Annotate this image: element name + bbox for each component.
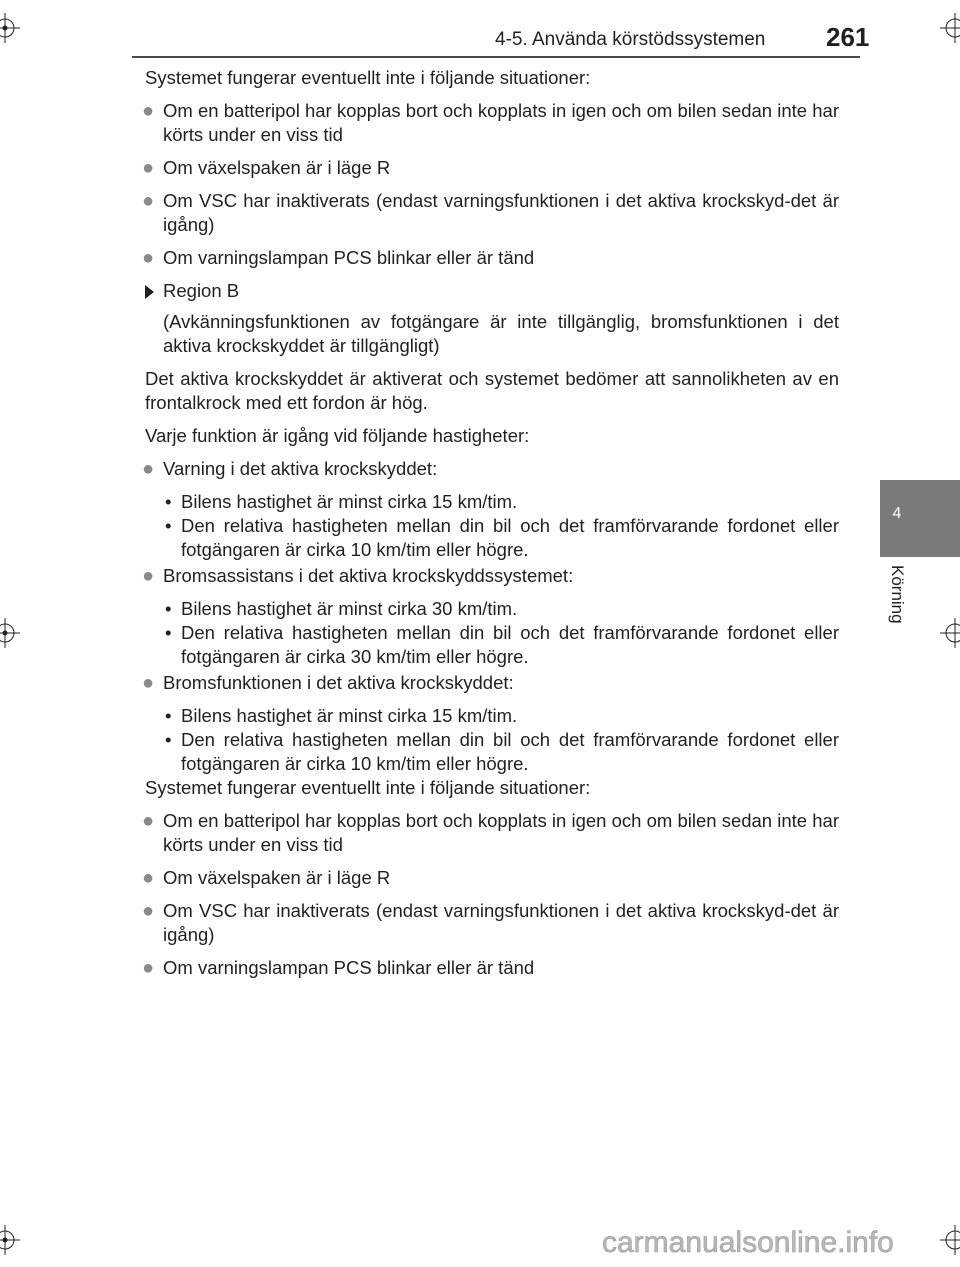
bullet-icon: ● [142,672,155,694]
function-item: ● Varning i det aktiva krockskyddet: [142,458,438,480]
bullet-icon: ● [142,867,155,889]
list-item: ● Om VSC har inaktiverats (endast varningsfunktionen i det aktiva krockskyd-det är igång) [142,900,839,945]
bullet-icon: ● [142,100,155,122]
description-paragraph: Det aktiva krockskyddet är aktiverat och systemet bedömer att sannolikheten av en frontalkrock med ett fordon är hög. [145,368,839,413]
main-content [142,66,839,989]
bullet-icon: ● [142,810,155,832]
section-title: 4-5. Använda körstödssystemen [495,29,766,50]
intro-paragraph: Systemet fungerar eventuellt inte i följande situationer: [145,67,591,88]
registration-mark-bottom-left [0,1225,20,1255]
bullet-icon: ● [142,190,155,212]
page-number: 261 [826,22,870,52]
bullet-icon: ● [142,957,155,979]
function-item: ● Bromsfunktionen i det aktiva krockskyddet: [142,672,514,694]
region-heading: Region B [145,279,839,303]
registration-mark-middle-right [940,618,960,648]
list-item: ● Om VSC har inaktiverats (endast varningsfunktionen i det aktiva krockskyd-det är igång) [142,190,839,235]
function-sublist [145,490,839,562]
svg-text:carmanualsonline.info: carmanualsonline.info [602,1226,894,1259]
registration-mark-middle-left [0,618,20,648]
speed-intro-paragraph: Varje funktion är igång vid följande hastigheter: [145,425,530,446]
header-divider [132,56,860,58]
list-item: ● Om växelspaken är i läge R [142,867,391,889]
sub-list-item: • Den relativa hastigheten mellan din bil och det framförvarande fordonet eller fotgängaren är cirka 30 km/tim eller högre. [165,622,839,667]
bullet-icon: ● [142,900,155,922]
sub-list-item: • Bilens hastighet är minst cirka 30 km/tim. [165,598,518,619]
list-item: ● Om en batteripol har kopplas bort och kopplats in igen och om bilen sedan inte har körts under en viss tid [142,100,839,145]
triangle-arrow-icon [145,285,154,299]
sub-list-item: • Den relativa hastigheten mellan din bil och det framförvarande fordonet eller fotgängaren är cirka 10 km/tim eller högre. [165,515,839,560]
sub-list-item: • Bilens hastighet är minst cirka 15 km/tim. [165,705,518,726]
chapter-tab-number: 4 [892,505,902,522]
sub-list-item: • Bilens hastighet är minst cirka 15 km/tim. [165,491,518,512]
watermark-logo [600,1222,935,1262]
list-item: ● Om växelspaken är i läge R [142,157,391,179]
registration-mark-top-right [940,13,960,43]
list-item: ● Om varningslampan PCS blinkar eller är tänd [142,247,535,269]
chapter-tab-label: Körning [888,565,907,624]
registration-mark-top-left [0,13,20,43]
function-item: ● Bromsassistans i det aktiva krockskyddssystemet: [142,565,574,587]
bullet-icon: ● [142,157,155,179]
function-sublist [145,704,839,776]
region-note: (Avkänningsfunktionen av fotgängare är inte tillgänglig, bromsfunktionen i det aktiva krockskyddet är tillgängligt) [163,311,839,356]
bullet-icon: ● [142,458,155,480]
bullet-icon: ● [142,247,155,269]
registration-mark-bottom-right [940,1225,960,1255]
list-item: ● Om en batteripol har kopplas bort och kopplats in igen och om bilen sedan inte har körts under en viss tid [142,810,839,855]
limitations-paragraph: Systemet fungerar eventuellt inte i följande situationer: [145,777,591,798]
bullet-icon: ● [142,565,155,587]
function-sublist [145,597,839,669]
sub-list-item: • Den relativa hastigheten mellan din bil och det framförvarande fordonet eller fotgängaren är cirka 10 km/tim eller högre. [165,729,839,774]
list-item: ● Om varningslampan PCS blinkar eller är tänd [142,957,535,979]
